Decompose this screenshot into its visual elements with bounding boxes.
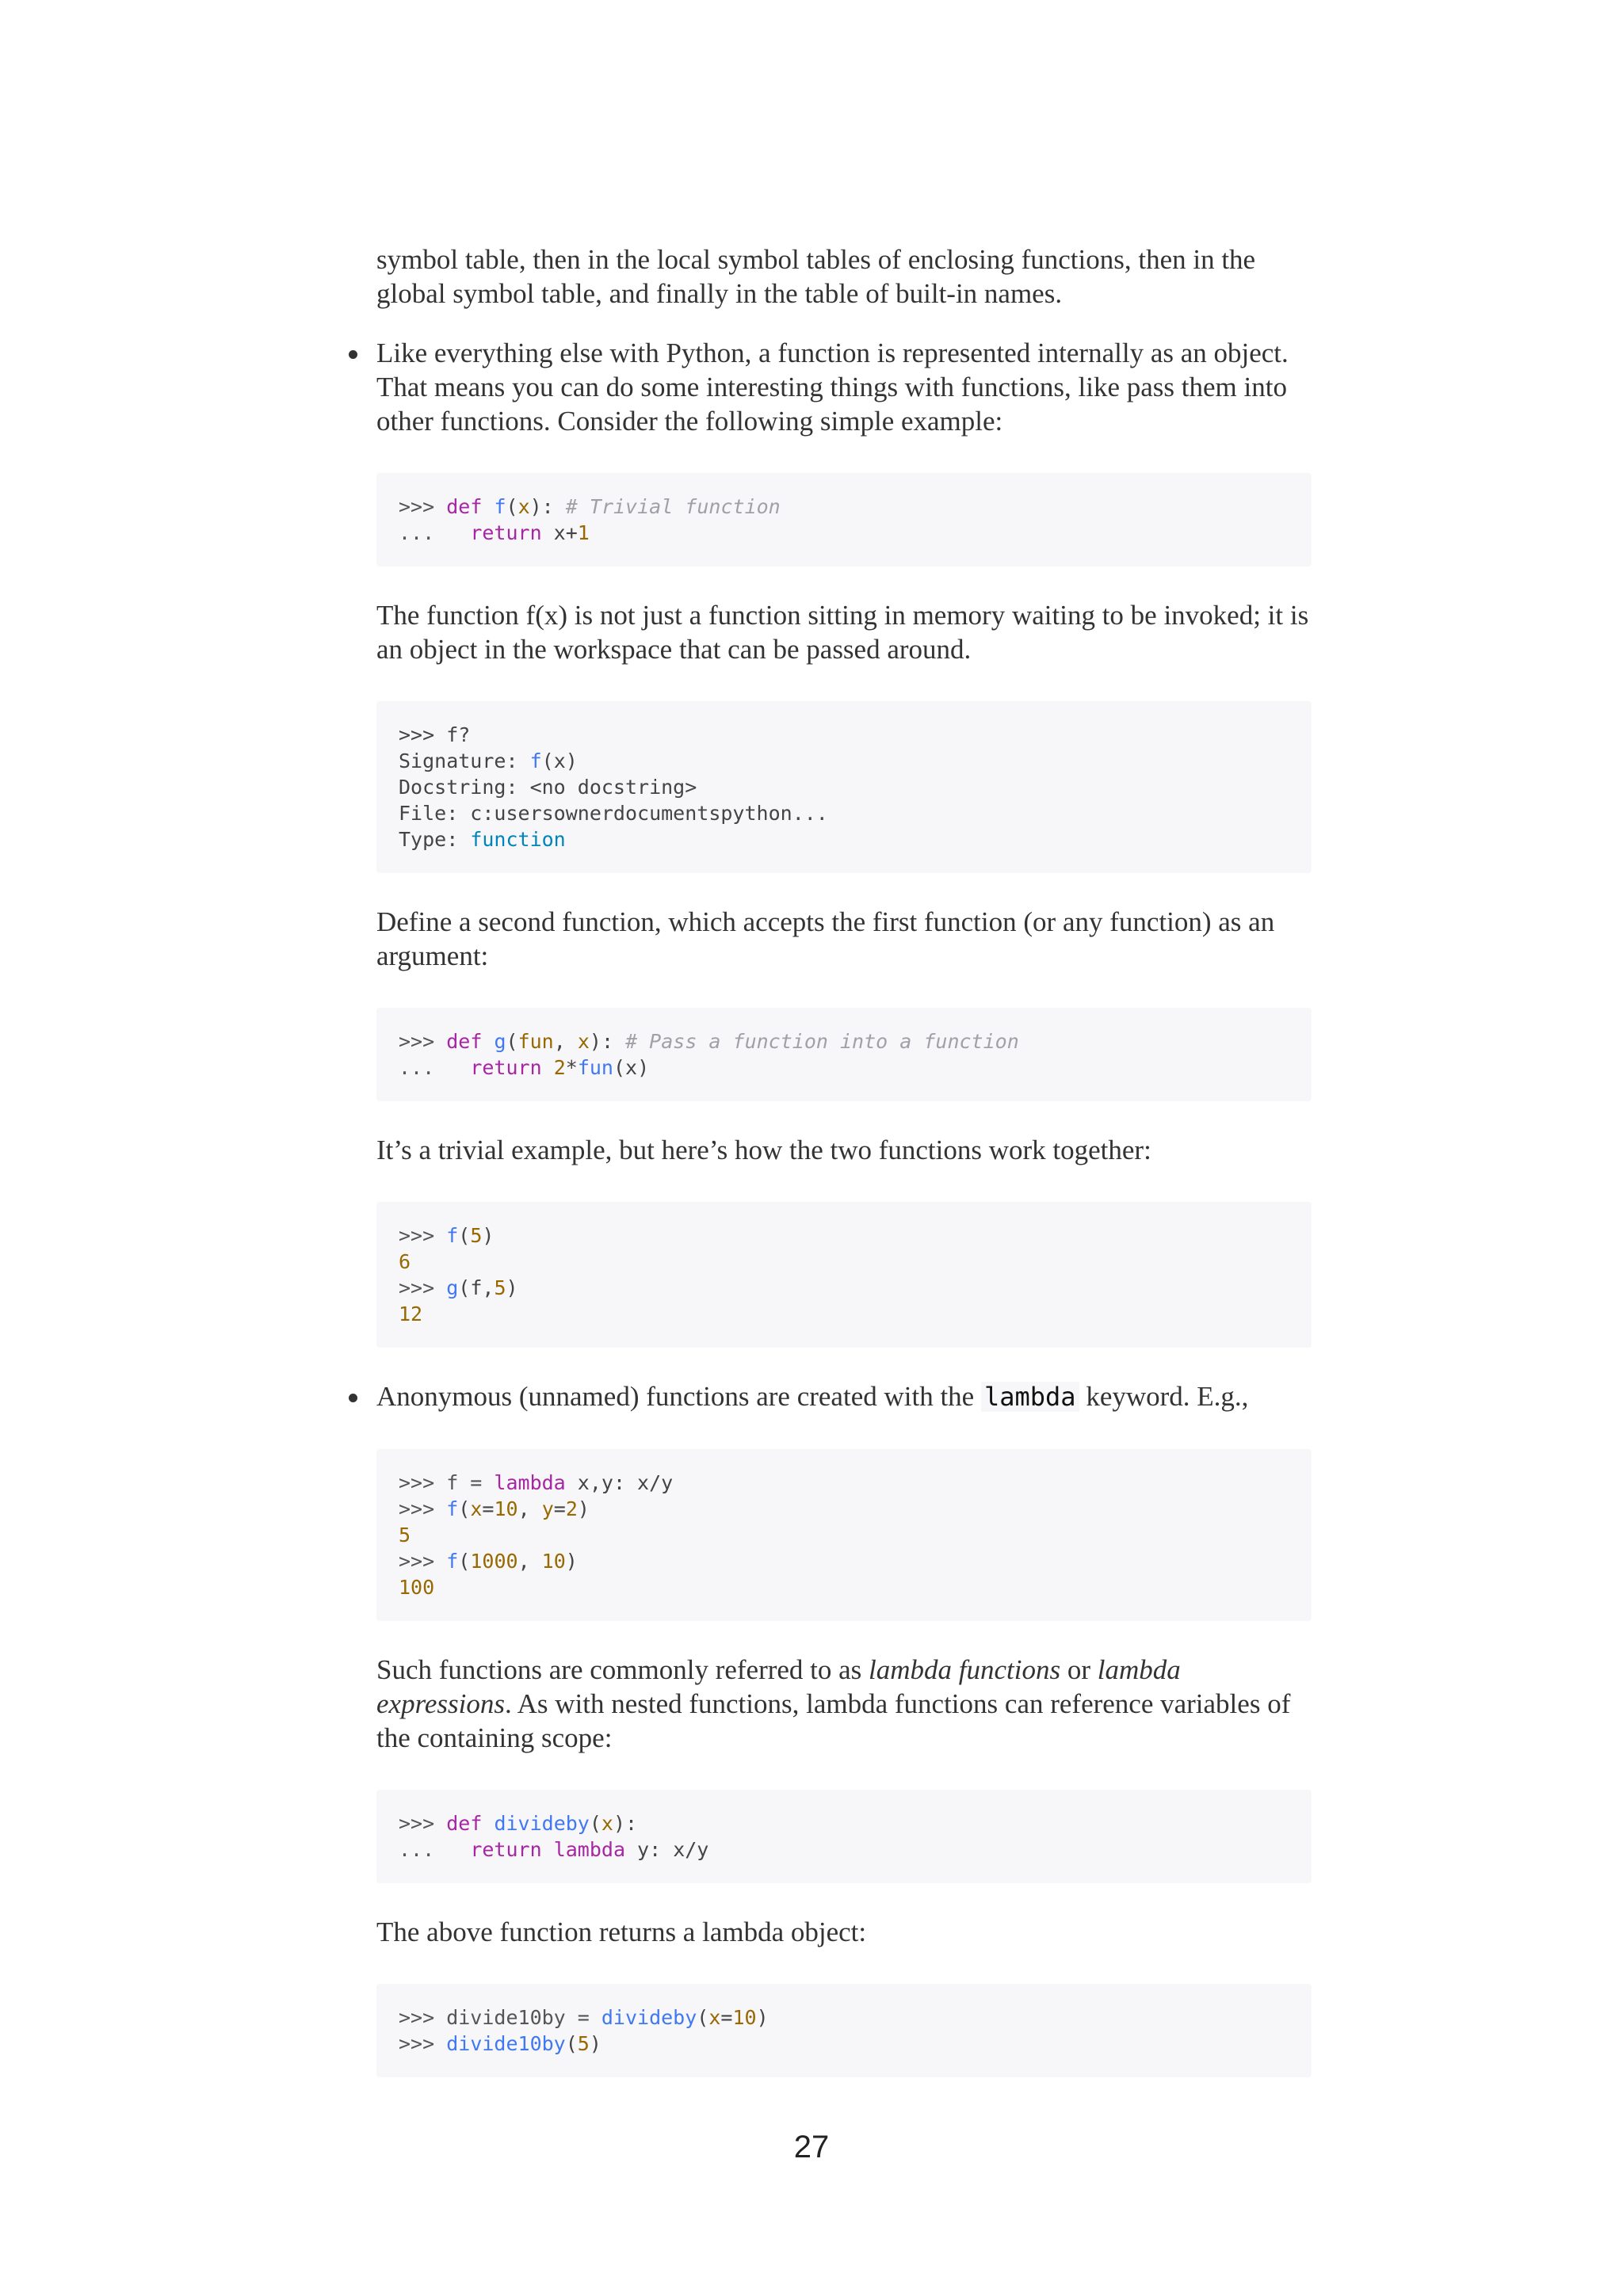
paragraph-f-object: The function f(x) is not just a function sitting in memory waiting to be invoked; it is an object in the workspace that can be passed around.: [376, 600, 1309, 665]
code-line: Type: function: [399, 828, 566, 851]
code-line: File: c:usersownerdocumentspython...: [399, 802, 828, 825]
code-line: 100: [399, 1576, 435, 1599]
code-line: >>> divide10by = divideby(x=10): [399, 2006, 769, 2029]
code-line: >>> f?: [399, 723, 471, 746]
code-line: >>> f(x=10, y=2): [399, 1497, 590, 1520]
code-line: 6: [399, 1250, 411, 1273]
paragraph-trivial-example: It’s a trivial example, but here’s how the two functions work together:: [376, 1135, 1151, 1165]
code-line: >>> f(5): [399, 1224, 495, 1247]
code-line: >>> divide10by(5): [399, 2032, 601, 2055]
code-block-divide10by: [376, 1984, 1312, 2077]
code-line: Docstring: <no docstring>: [399, 776, 697, 799]
paragraph-lambda-functions: Such functions are commonly referred to as lambda functions or lambda expressions. As with nested functions, lambda functions can reference variables of the containing scope:: [376, 1654, 1291, 1753]
code-line: >>> f(1000, 10): [399, 1550, 578, 1573]
bullet-icon: [349, 1394, 357, 1402]
paragraph-functions-objects: Like everything else with Python, a function is represented internally as an object. That means you can do some interesting things with functions, like pass them into other functions. Consider the following simple example:: [376, 338, 1289, 437]
page-number: 27: [793, 2130, 830, 2164]
paragraph-anonymous-functions: Anonymous (unnamed) functions are created with the lambda keyword. E.g.,: [376, 1381, 1249, 1412]
page-content: [376, 242, 1312, 2077]
code-line: Signature: f(x): [399, 749, 578, 772]
code-line: 5: [399, 1524, 411, 1547]
code-line: >>> def g(fun, x): # Pass a function into a function: [399, 1030, 1019, 1053]
code-line: ... return 2*fun(x): [399, 1056, 650, 1079]
paragraph-symbol-table: symbol table, then in the local symbol tables of enclosing functions, then in the global symbol table, and finally in the table of built-in names.: [376, 244, 1256, 309]
code-block-lambda-f: [376, 1449, 1312, 1621]
code-line: >>> f = lambda x,y: x/y: [399, 1471, 674, 1494]
inline-code-lambda: lambda: [981, 1382, 1079, 1412]
code-line: ... return lambda y: x/y: [399, 1838, 709, 1861]
code-line: >>> def f(x): # Trivial function: [399, 495, 781, 518]
paragraph-lambda-object: The above function returns a lambda object:: [376, 1917, 867, 1947]
code-line: >>> def divideby(x):: [399, 1812, 638, 1835]
list-item-lambda: [376, 1379, 1312, 1414]
bullet-icon: [349, 350, 357, 359]
code-block-define-g: [376, 1008, 1312, 1101]
code-block-divideby: [376, 1790, 1312, 1883]
code-line: 12: [399, 1302, 423, 1325]
list-item-functions-objects: [376, 336, 1312, 438]
code-block-f-info: [376, 701, 1312, 873]
paragraph-second-function: Define a second function, which accepts the first function (or any function) as an argument:: [376, 906, 1275, 971]
code-block-define-f: [376, 473, 1312, 566]
code-block-call-f-g: [376, 1202, 1312, 1348]
code-line: ... return x+1: [399, 521, 590, 544]
code-line: >>> g(f,5): [399, 1276, 518, 1299]
